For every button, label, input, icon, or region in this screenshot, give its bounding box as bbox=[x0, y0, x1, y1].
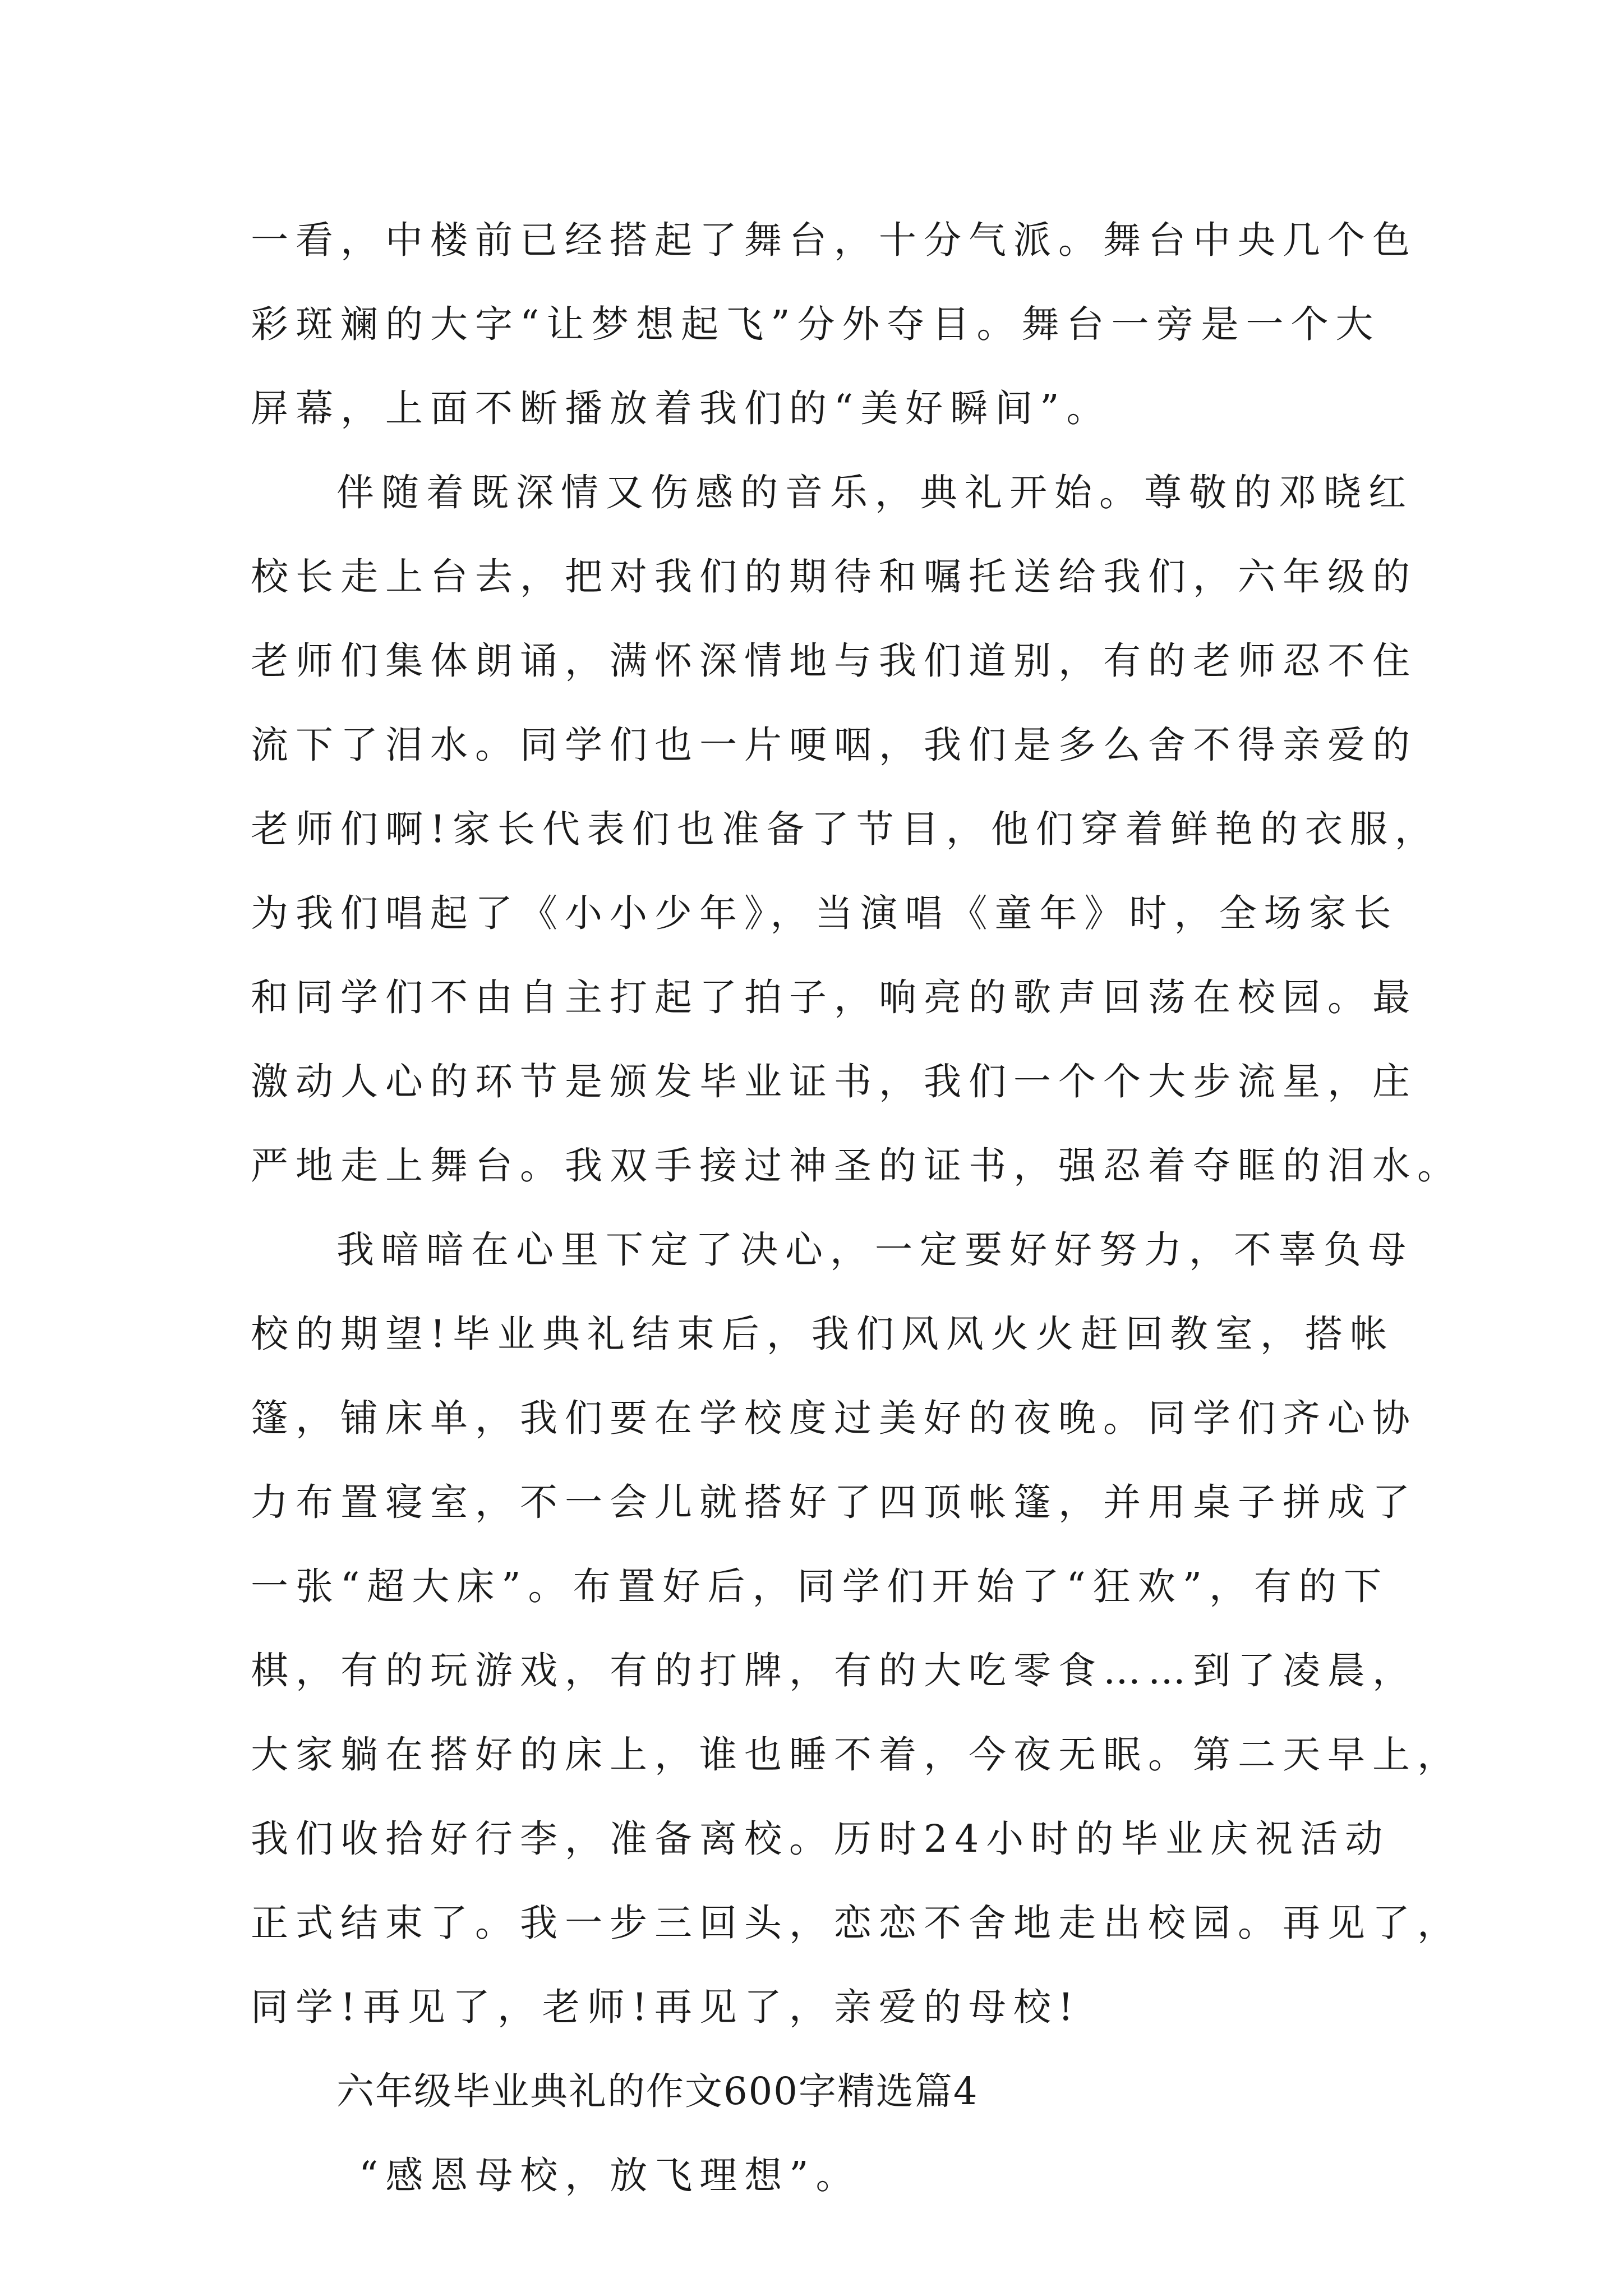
text-line: 我们收拾好行李，准备离校。历时24小时的毕业庆祝活动 bbox=[251, 1817, 1390, 1861]
text-line: 老师们集体朗诵，满怀深情地与我们道别，有的老师忍不住 bbox=[251, 639, 1417, 683]
text-line: 篷，铺床单，我们要在学校度过美好的夜晚。同学们齐心协 bbox=[251, 1396, 1417, 1440]
text-line: 校长走上台去，把对我们的期待和嘱托送给我们，六年级的 bbox=[251, 555, 1417, 599]
quote-line: “感恩母校，放飞理想”。 bbox=[359, 2154, 861, 2197]
text-line: 为我们唱起了《小小少年》，当演唱《童年》时，全场家长 bbox=[251, 891, 1399, 935]
text-line: 流下了泪水。同学们也一片哽咽，我们是多么舍不得亲爱的 bbox=[251, 723, 1417, 767]
text-line: 同学!再见了，老师!再见了，亲爱的母校! bbox=[251, 1985, 1081, 2029]
text-line: 棋，有的玩游戏，有的打牌，有的大吃零食……到了凌晨， bbox=[251, 1649, 1417, 1692]
paragraph-start-line: 伴随着既深情又伤感的音乐，典礼开始。尊敬的邓晓红 bbox=[336, 471, 1413, 514]
text-line: 老师们啊!家长代表们也准备了节目，他们穿着鲜艳的衣服， bbox=[251, 807, 1440, 851]
text-line: 一张“超大床”。布置好后，同学们开始了“狂欢”，有的下 bbox=[251, 1565, 1389, 1608]
text-line: 力布置寝室，不一会儿就搭好了四顶帐篷，并用桌子拼成了 bbox=[251, 1480, 1417, 1524]
text-line: 激动人心的环节是颁发毕业证书，我们一个个大步流星，庄 bbox=[251, 1060, 1417, 1103]
text-line: 屏幕，上面不断播放着我们的“美好瞬间”。 bbox=[251, 386, 1112, 430]
text-line: 一看，中楼前已经搭起了舞台，十分气派。舞台中央几个色 bbox=[251, 218, 1417, 262]
section-heading: 六年级毕业典礼的作文600字精选篇4 bbox=[336, 2069, 979, 2113]
text-line: 和同学们不由自主打起了拍子，响亮的歌声回荡在校园。最 bbox=[251, 976, 1417, 1019]
text-line: 严地走上舞台。我双手接过神圣的证书，强忍着夺眶的泪水。 bbox=[251, 1144, 1462, 1188]
text-line: 正式结束了。我一步三回头，恋恋不舍地走出校园。再见了， bbox=[251, 1901, 1462, 1945]
text-line: 校的期望!毕业典礼结束后，我们风风火火赶回教室，搭帐 bbox=[251, 1312, 1395, 1356]
text-line: 彩斑斓的大字“让梦想起飞”分外夺目。舞台一旁是一个大 bbox=[251, 302, 1381, 346]
paragraph-start-line: 我暗暗在心里下定了决心，一定要好好努力，不辜负母 bbox=[336, 1228, 1413, 1272]
text-line: 大家躺在搭好的床上，谁也睡不着，今夜无眠。第二天早上， bbox=[251, 1733, 1462, 1777]
